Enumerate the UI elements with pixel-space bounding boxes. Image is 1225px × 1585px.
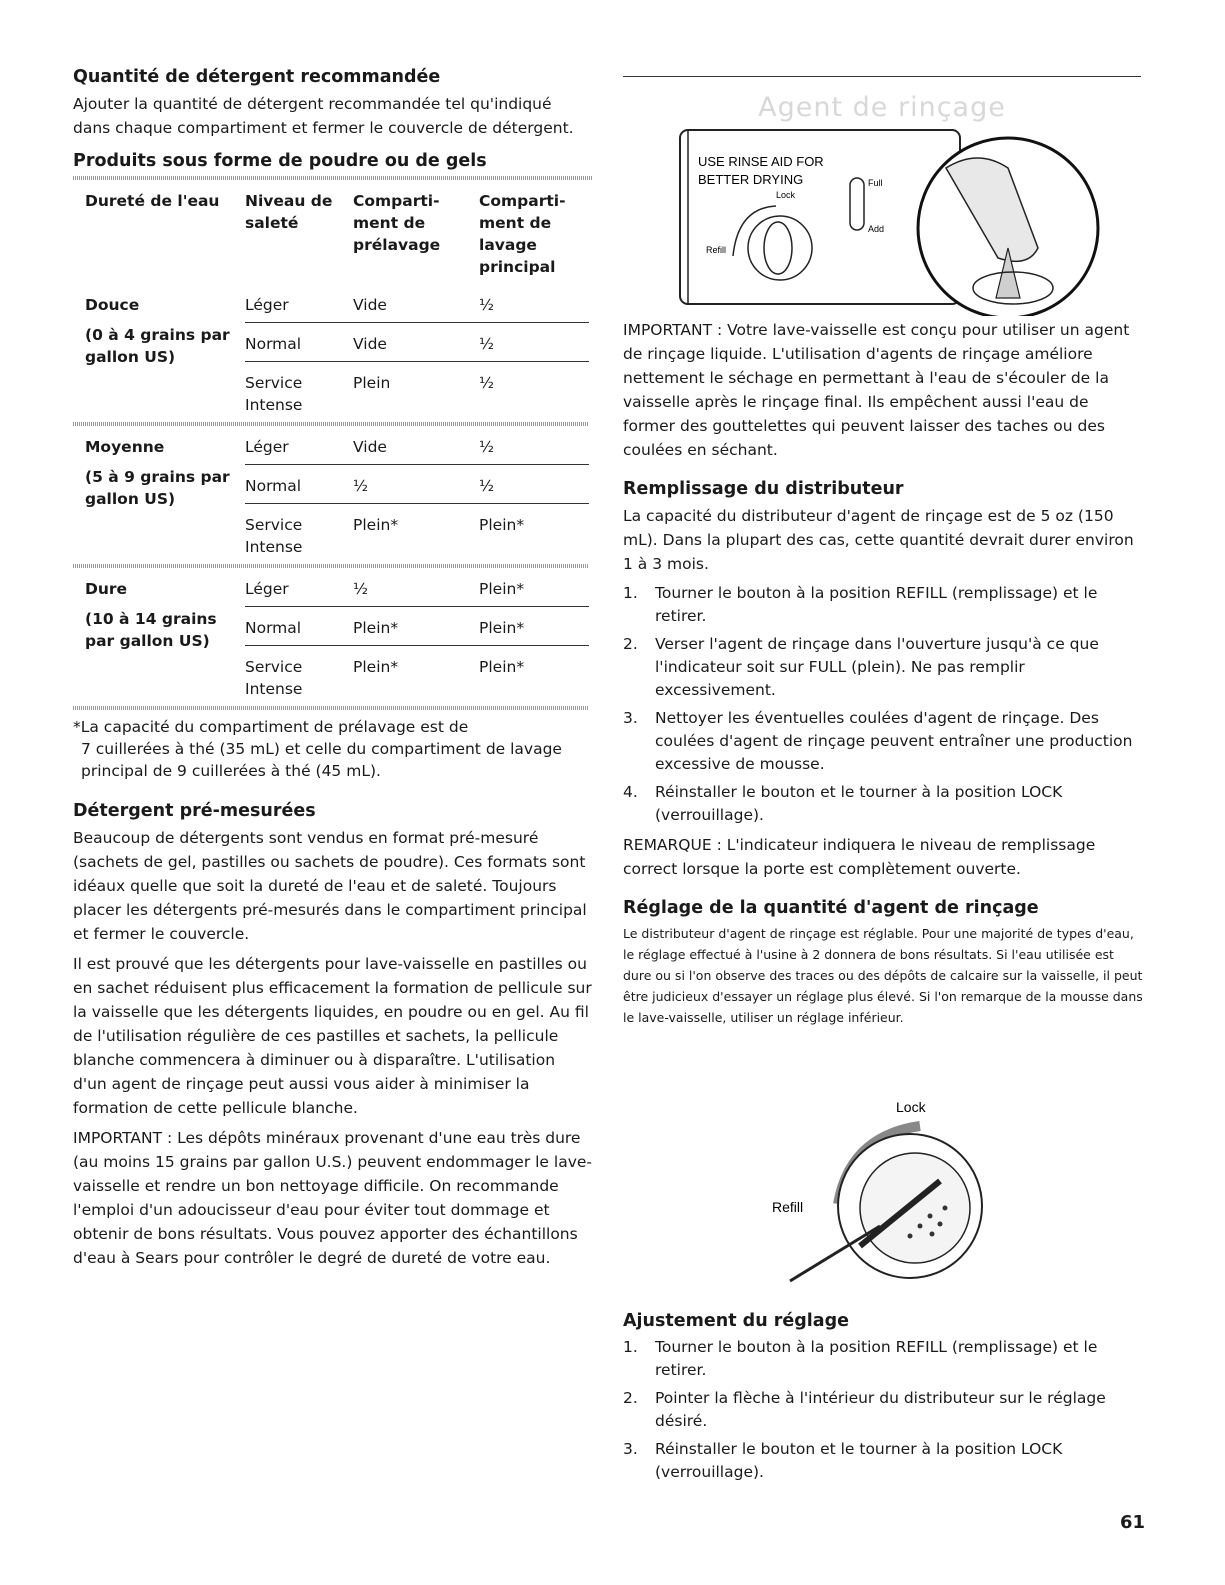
premeasured-paragraph-3: IMPORTANT : Les dépôts minéraux provenant d'une eau très dure (au moins 15 grains par gallon U.S.) peuvent endommager le lave-vaisselle et rendre un bon nettoyage difficile. On recommande l'emploi d'un adoucisseur d'eau pour éviter tout dommage et obtenir de bons résultats. Vous pouvez apporter des échantillons d'eau à Sears pour contrôler le degré de dureté de votre eau. (73, 1129, 593, 1267)
fill-step: 2. Verser l'agent de rinçage dans l'ouverture jusqu'à ce que l'indicateur soit sur FULL (plein). Ne pas remplir excessivement. (623, 635, 1099, 699)
section-top-rule (623, 76, 1141, 77)
illus2-refill-label: Refill (772, 1199, 804, 1215)
soil-level-cell: Normal (245, 465, 353, 504)
prewash-cell: ½ (353, 568, 479, 607)
powder-title: Produits sous forme de poudre ou de gels (73, 151, 487, 171)
mainwash-cell: Plein* (479, 658, 525, 676)
prewash-cell: ½ (353, 465, 479, 504)
hardness-name: Douce (85, 296, 140, 314)
premeasured-title: Détergent pré-mesurées (73, 801, 316, 821)
adjustment-steps (623, 1336, 1143, 1484)
group-separator (73, 706, 589, 710)
header-water-hardness: Dureté de l'eau (85, 192, 220, 210)
illus-full-label: Full (868, 178, 883, 188)
dial-inner (860, 1153, 970, 1263)
qty-text: Ajouter la quantité de détergent recommandée tel qu'indiqué dans chaque compartiment et fermer le couvercle de détergent. (73, 95, 574, 137)
fill-indicator (850, 178, 864, 230)
soil-level-cell: Service Intense (245, 658, 303, 698)
adjust-text: Le distributeur d'agent de rinçage est réglable. Pour une majorité de types d'eau, le réglage effectué à l'usine à 2 donnera de bons résultats. Si l'eau utilisée est dure ou si l'on observe des traces ou des dépôts de calcaire sur la vaisselle, il peut être judicieux d'essayer un réglage plus élevé. Si l'on remarque de la mousse dans le lave-vaisselle, utiliser un réglage inférieur. (623, 926, 1143, 1025)
hardness-cell (73, 568, 245, 706)
remark-paragraph: REMARQUE : L'indicateur indiquera le niveau de remplissage correct lorsque la porte est complètement ouverte. (623, 836, 1096, 878)
adjustment-title: Ajustement du réglage (623, 1311, 849, 1331)
adjust-title: Réglage de la quantité d'agent de rinçage (623, 898, 1039, 918)
soil-level-cell: Normal (245, 607, 353, 646)
mainwash-cell: ½ (479, 465, 589, 504)
header-main-wash: Comparti- ment de lavage principal (479, 192, 566, 276)
section-title: Agent de rinçage (758, 92, 1006, 123)
prewash-cell: Plein* (353, 607, 479, 646)
hardness-detail: (10 à 14 grains par gallon US) (85, 610, 217, 650)
qty-title: Quantité de détergent recommandée (73, 67, 441, 87)
table-row (73, 284, 589, 323)
illus-add-label: Add (868, 224, 885, 234)
fill-step: 3. Nettoyer les éventuelles coulées d'agent de rinçage. Des coulées d'agent de rinçage peuvent entraîner une production excessive de mousse. (623, 709, 1133, 773)
fill-text: La capacité du distributeur d'agent de rinçage est de 5 oz (150 mL). Dans la plupart des cas, cette quantité devrait durer environ 1 à 3 mois. (623, 507, 1134, 573)
premeasured-paragraph-1: Beaucoup de détergents sont vendus en format pré-mesuré (sachets de gel, pastilles ou sachets de poudre). Ces formats sont idéaux quelle que soit la dureté de l'eau et de saleté. Toujours placer les détergents pré-mesurés dans le compartiment principal et fermer le couvercle. (73, 829, 587, 943)
soil-level-cell: Léger (245, 426, 353, 465)
prewash-cell: Vide (353, 323, 479, 362)
mainwash-cell: Plein* (479, 516, 525, 534)
prewash-cell: Plein (353, 374, 391, 392)
left-column (73, 66, 593, 1276)
fill-step: 1. Tourner le bouton à la position REFILL (remplissage) et le retirer. (623, 584, 1098, 625)
footnote-line-1: *La capacité du compartiment de prélavage est de (73, 718, 469, 736)
footnote-line-2: 7 cuillerées à thé (35 mL) et celle du compartiment de lavage principal de 9 cuillerées à thé (45 mL). (81, 740, 562, 780)
fill-steps (623, 582, 1143, 827)
mainwash-cell: ½ (479, 284, 589, 323)
mainwash-cell: ½ (479, 323, 589, 362)
mainwash-cell: ½ (479, 426, 589, 465)
adjustment-step: 3. Réinstaller le bouton et le tourner à la position LOCK (verrouillage). (623, 1440, 1063, 1481)
illus-refill-label: Refill (706, 245, 727, 255)
illus-label-line2: BETTER DRYING (698, 172, 804, 187)
mainwash-cell: Plein* (479, 568, 589, 607)
soil-level-cell: Normal (245, 323, 353, 362)
hardness-detail: (5 à 9 grains par gallon US) (85, 468, 230, 508)
prewash-cell: Plein* (353, 658, 399, 676)
illus-lock-label: Lock (776, 190, 796, 200)
illus-label-line1: USE RINSE AID FOR (698, 154, 824, 169)
table-header-row (73, 184, 589, 284)
soil-level-cell: Service Intense (245, 374, 303, 414)
illus2-lock-label: Lock (896, 1099, 926, 1115)
rinse-aid-dispenser-illustration (678, 128, 1144, 316)
hardness-cell (73, 284, 245, 422)
hardness-name: Dure (85, 580, 128, 598)
soil-level-cell: Service Intense (245, 516, 303, 556)
hardness-cell (73, 426, 245, 564)
right-column-bottom (623, 1310, 1143, 1490)
mainwash-cell: Plein* (479, 607, 589, 646)
header-prewash: Comparti- ment de prélavage (353, 192, 441, 254)
mainwash-cell: ½ (479, 374, 495, 392)
prewash-cell: Vide (353, 426, 479, 465)
table-row (73, 568, 589, 607)
premeasured-paragraph-2: Il est prouvé que les détergents pour lave-vaisselle en pastilles ou en sachet réduisent plus efficacement la formation de pellicule sur la vaisselle que les détergents liquides, en poudre ou en gel. Au fil de l'utilisation régulière de ces pastilles et sachets, la pellicule blanche commencera à diminuer ou à disparaître. L'utilisation d'un agent de rinçage peut aussi vous aider à minimiser la formation de cette pellicule blanche. (73, 955, 592, 1117)
adjustment-dial-illustration (760, 1096, 1000, 1292)
soil-level-cell: Léger (245, 568, 353, 607)
fill-title: Remplissage du distributeur (623, 479, 904, 499)
table-body (73, 284, 589, 710)
page-number: 61 (1120, 1512, 1146, 1533)
soil-level-cell: Léger (245, 284, 353, 323)
adjustment-step: 1. Tourner le bouton à la position REFILL (remplissage) et le retirer. (623, 1338, 1098, 1379)
detergent-table (73, 184, 589, 710)
prewash-cell: Plein* (353, 516, 399, 534)
table-footnote (73, 716, 593, 782)
hardness-name: Moyenne (85, 438, 165, 456)
fill-step: 4. Réinstaller le bouton et le tourner à la position LOCK (verrouillage). (623, 783, 1063, 824)
hardness-detail: (0 à 4 grains par gallon US) (85, 326, 230, 366)
table-row (73, 426, 589, 465)
adjustment-step: 2. Pointer la flèche à l'intérieur du distributeur sur le réglage désiré. (623, 1389, 1106, 1430)
important-paragraph: IMPORTANT : Votre lave-vaisselle est conçu pour utiliser un agent de rinçage liquide. L'utilisation d'agents de rinçage améliore nettement le séchage en permettant à l'eau de s'écouler de la vaisselle après le rinçage final. Ils empêchent aussi l'eau de former des gouttelettes qui peuvent laisser des taches ou des coulées en séchant. (623, 321, 1130, 459)
prewash-cell: Vide (353, 284, 479, 323)
right-column (623, 318, 1143, 1034)
table-top-rule (73, 176, 593, 180)
header-soil-level: Niveau de saleté (245, 192, 333, 232)
